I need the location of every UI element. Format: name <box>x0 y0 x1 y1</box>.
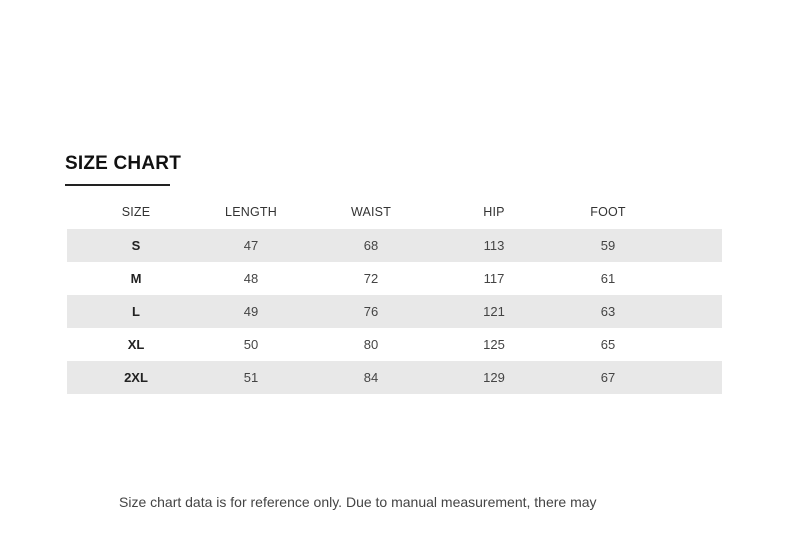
hip-cell: 125 <box>483 337 505 352</box>
table-row <box>67 295 722 328</box>
header-hip: HIP <box>483 205 505 219</box>
length-cell: 48 <box>243 271 259 286</box>
size-chart-title: SIZE CHART <box>65 153 181 174</box>
size-cell: L <box>132 304 140 319</box>
waist-cell: 84 <box>363 370 379 385</box>
disclaimer-note: Size chart data is for reference only. Due to manual measurement, there may <box>119 494 597 510</box>
table-row <box>67 328 722 361</box>
header-length: LENGTH <box>225 205 277 219</box>
foot-cell: 63 <box>600 304 616 319</box>
size-chart-table <box>67 195 722 394</box>
size-cell: XL <box>127 337 145 352</box>
waist-cell: 76 <box>363 304 379 319</box>
length-cell: 51 <box>243 370 259 385</box>
waist-cell: 72 <box>363 271 379 286</box>
hip-cell: 117 <box>483 271 505 286</box>
hip-cell: 129 <box>483 370 505 385</box>
size-cell: S <box>131 238 141 253</box>
length-cell: 49 <box>243 304 259 319</box>
size-cell: M <box>130 271 142 286</box>
waist-cell: 68 <box>363 238 379 253</box>
size-cell: 2XL <box>124 370 148 385</box>
foot-cell: 67 <box>600 370 616 385</box>
header-size: SIZE <box>121 205 151 219</box>
hip-cell: 121 <box>483 304 505 319</box>
table-row <box>67 361 722 394</box>
title-underline <box>65 184 170 186</box>
table-row <box>67 262 722 295</box>
foot-cell: 59 <box>600 238 616 253</box>
length-cell: 50 <box>243 337 259 352</box>
header-waist: WAIST <box>350 205 392 219</box>
table-row <box>67 229 722 262</box>
disclaimer-block <box>119 493 679 515</box>
waist-cell: 80 <box>363 337 379 352</box>
length-cell: 47 <box>243 238 259 253</box>
header-foot: FOOT <box>590 205 626 219</box>
foot-cell: 61 <box>600 271 616 286</box>
foot-cell: 65 <box>600 337 616 352</box>
table-header-row <box>67 195 722 229</box>
hip-cell: 113 <box>483 238 505 253</box>
